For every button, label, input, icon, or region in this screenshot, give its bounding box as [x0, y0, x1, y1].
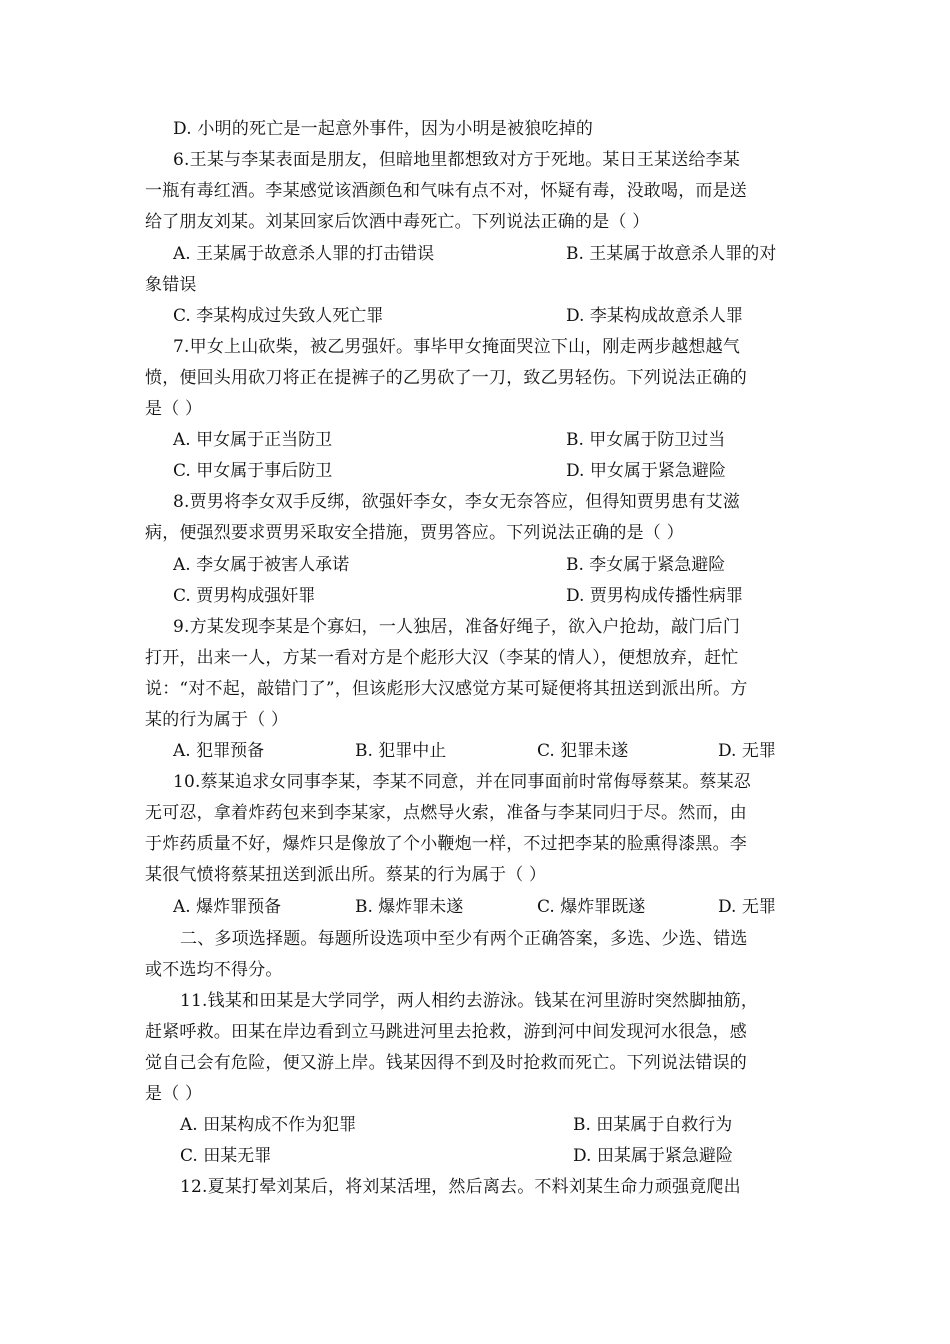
q8-option-b: B. 李女属于紧急避险	[566, 555, 726, 575]
q7-option-b: B. 甲女属于防卫过当	[566, 430, 726, 450]
q7-text-line2: 愤，便回头用砍刀将正在提裤子的乙男砍了一刀，致乙男轻伤。下列说法正确的	[145, 368, 747, 388]
q7-text-line1: 7.甲女上山砍柴，被乙男强奸。事毕甲女掩面哭泣下山，刚走两步越想越气	[173, 337, 741, 357]
q11-option-c: C. 田某无罪	[180, 1146, 272, 1166]
q11-text-line2: 赶紧呼救。田某在岸边看到立马跳进河里去抢救，游到河中间发现河水很急，感	[145, 1022, 747, 1042]
q11-option-a: A. 田某构成不作为犯罪	[180, 1115, 357, 1135]
q10-option-c: C. 爆炸罪既遂	[537, 897, 646, 917]
q7-text-line3: 是（ ）	[145, 399, 203, 419]
q6-text-line1: 6.王某与李某表面是朋友，但暗地里都想致对方于死地。某日王某送给李某	[173, 150, 741, 170]
q7-option-a: A. 甲女属于正当防卫	[173, 430, 333, 450]
q10-text-line3: 于炸药质量不好，爆炸只是像放了个小鞭炮一样，不过把李某的脸熏得漆黑。李	[145, 834, 747, 854]
q6-option-b: B. 王某属于故意杀人罪的对	[566, 244, 777, 264]
q8-option-a: A. 李女属于被害人承诺	[173, 555, 350, 575]
q11-text-line4: 是（ ）	[145, 1084, 203, 1104]
q6-option-b-cont: 象错误	[145, 275, 197, 295]
q6-option-a: A. 王某属于故意杀人罪的打击错误	[173, 244, 435, 264]
q6-text-line3: 给了朋友刘某。刘某回家后饮酒中毒死亡。下列说法正确的是（ ）	[145, 212, 650, 232]
q8-option-d: D. 贾男构成传播性病罪	[566, 586, 743, 606]
section-2-heading-line1: 二、多项选择题。每题所设选项中至少有两个正确答案，多选、少选、错选	[180, 929, 748, 949]
q10-option-d: D. 无罪	[718, 897, 776, 917]
q7-option-d: D. 甲女属于紧急避险	[566, 461, 726, 481]
q8-option-c: C. 贾男构成强奸罪	[173, 586, 316, 606]
q12-text-line1: 12.夏某打晕刘某后，将刘某活埋，然后离去。不料刘某生命力顽强竟爬出	[180, 1177, 741, 1197]
q10-text-line4: 某很气愤将蔡某扭送到派出所。蔡某的行为属于（ ）	[145, 865, 547, 885]
q8-text-line2: 病，便强烈要求贾男采取安全措施，贾男答应。下列说法正确的是（ ）	[145, 523, 684, 543]
q10-text-line2: 无可忍，拿着炸药包来到李某家，点燃导火索，准备与李某同归于尽。然而，由	[145, 803, 747, 823]
q11-text-line3: 觉自己会有危险，便又游上岸。钱某因得不到及时抢救而死亡。下列说法错误的	[145, 1053, 747, 1073]
q7-option-c: C. 甲女属于事后防卫	[173, 461, 333, 481]
q8-text-line1: 8.贾男将李女双手反绑，欲强奸李女，李女无奈答应，但得知贾男患有艾滋	[173, 492, 741, 512]
q9-text-line2: 打开，出来一人，方某一看对方是个彪形大汉（李某的情人），便想放弃，赶忙	[145, 648, 739, 668]
q10-option-a: A. 爆炸罪预备	[173, 897, 282, 917]
q11-option-d: D. 田某属于紧急避险	[573, 1146, 733, 1166]
q9-text-line3: 说：“对不起，敲错门了”，但该彪形大汉感觉方某可疑便将其扭送到派出所。方	[145, 679, 748, 699]
q9-option-c: C. 犯罪未遂	[537, 741, 629, 761]
q11-text-line1: 11.钱某和田某是大学同学，两人相约去游泳。钱某在河里游时突然脚抽筋，	[180, 991, 759, 1011]
q9-option-b: B. 犯罪中止	[355, 741, 447, 761]
q6-option-d: D. 李某构成故意杀人罪	[566, 306, 743, 326]
q9-text-line1: 9.方某发现李某是个寡妇，一人独居，准备好绳子，欲入户抢劫，敲门后门	[173, 617, 741, 637]
q11-option-b: B. 田某属于自救行为	[573, 1115, 733, 1135]
q9-text-line4: 某的行为属于（ ）	[145, 710, 289, 730]
q10-option-b: B. 爆炸罪未遂	[355, 897, 464, 917]
q5-option-d: D. 小明的死亡是一起意外事件，因为小明是被狼吃掉的	[173, 119, 594, 139]
q6-text-line2: 一瓶有毒红酒。李某感觉该酒颜色和气味有点不对，怀疑有毒，没敢喝，而是送	[145, 181, 747, 201]
q6-option-c: C. 李某构成过失致人死亡罪	[173, 306, 384, 326]
q10-text-line1: 10.蔡某追求女同事李某，李某不同意，并在同事面前时常侮辱蔡某。蔡某忍	[173, 772, 752, 792]
section-2-heading-line2: 或不选均不得分。	[145, 960, 283, 980]
q9-option-d: D. 无罪	[718, 741, 776, 761]
q9-option-a: A. 犯罪预备	[173, 741, 265, 761]
